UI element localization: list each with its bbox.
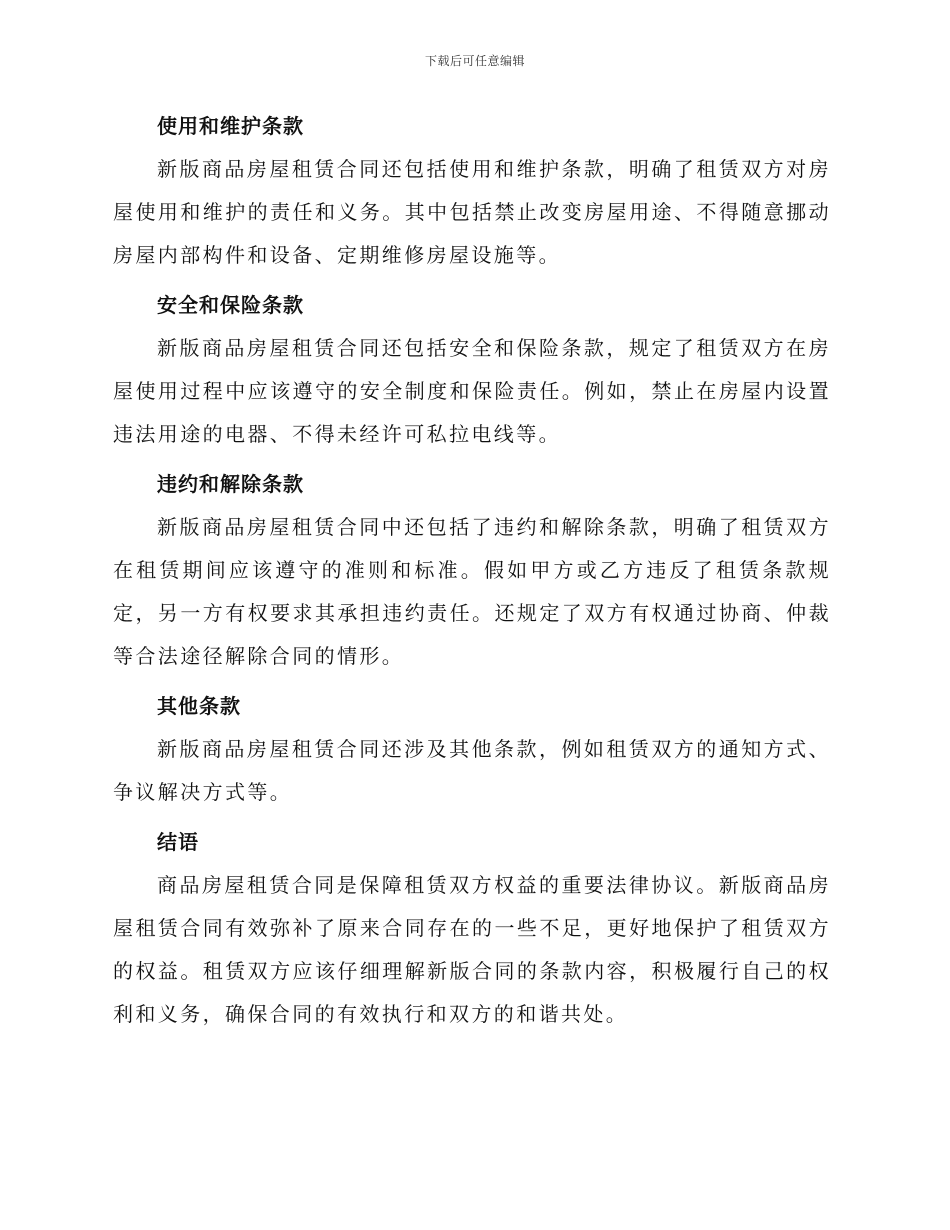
section-body: 商品房屋租赁合同是保障租赁双方权益的重要法律协议。新版商品房屋租赁合同有效弥补了原来合同存在的一些不足，更好地保护了租赁双方的权益。租赁双方应该仔细理解新版合同的条款内容，积极履行自己的权利和义务，确保合同的有效执行和双方的和谐共处。 [113, 873, 831, 1026]
section-body: 新版商品房屋租赁合同中还包括了违约和解除条款，明确了租赁双方在租赁期间应该遵守的准则和标准。假如甲方或乙方违反了租赁条款规定，另一方有权要求其承担违约责任。还规定了双方有权通过协商、仲裁等合法途径解除合同的情形。 [113, 515, 831, 668]
header-note: 下载后可任意编辑 [424, 54, 525, 68]
section-body: 新版商品房屋租赁合同还包括安全和保险条款，规定了租赁双方在房屋使用过程中应该遵守的安全制度和保险责任。例如，禁止在房屋内设置违法用途的电器、不得未经许可私拉电线等。 [113, 336, 831, 446]
section-body: 新版商品房屋租赁合同还包括使用和维护条款，明确了租赁双方对房屋使用和维护的责任和义务。其中包括禁止改变房屋用途、不得随意挪动房屋内部构件和设备、定期维修房屋设施等。 [113, 157, 831, 267]
section-heading: 其他条款 [157, 694, 241, 718]
section-breach-termination [113, 462, 831, 678]
section-heading: 安全和保险条款 [157, 293, 304, 317]
section-conclusion [113, 820, 831, 1036]
document-content [113, 104, 831, 1042]
section-safety-insurance [113, 283, 831, 456]
section-body: 新版商品房屋租赁合同还涉及其他条款，例如租赁双方的通知方式、争议解决方式等。 [113, 737, 831, 804]
section-heading: 使用和维护条款 [157, 114, 304, 138]
section-heading: 结语 [157, 830, 199, 854]
section-usage-maintenance [113, 104, 831, 277]
section-heading: 违约和解除条款 [157, 472, 304, 496]
section-other-terms [113, 684, 831, 814]
